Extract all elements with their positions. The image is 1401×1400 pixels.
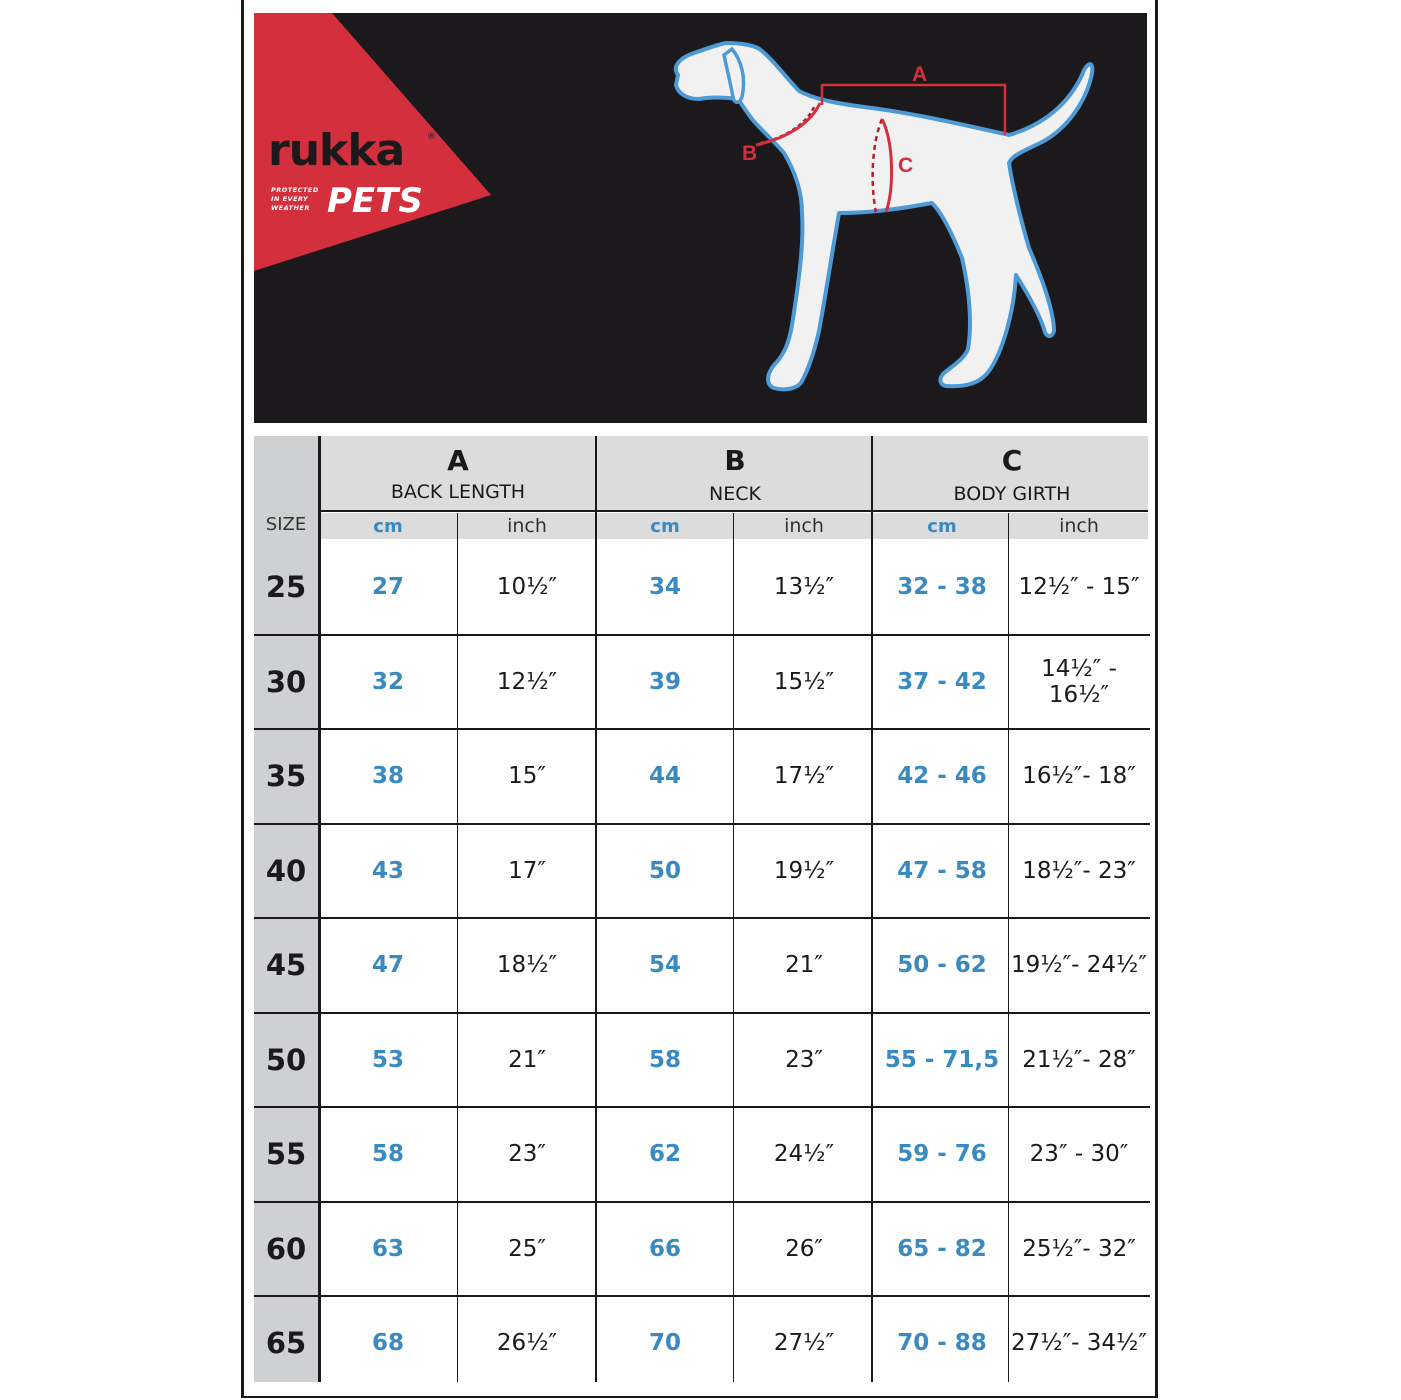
c-in-cell: 12½″ - 15″: [1018, 574, 1140, 601]
b-in-cell: 23″: [785, 1046, 823, 1073]
b-cm-cell: 34: [648, 574, 681, 601]
size-cell: 25: [265, 570, 307, 605]
a-cm-cell: 43: [371, 857, 404, 884]
a-cm-cell: 53: [371, 1046, 404, 1073]
c-in-cell: 16½″- 18″: [1022, 763, 1136, 790]
c-in-cell: 27½″- 34½″: [1011, 1330, 1147, 1357]
c-cm-cell: 65 - 82: [897, 1235, 987, 1262]
a-in-cell: 17″: [508, 857, 546, 884]
unit-inch-b: inch: [784, 515, 824, 537]
size-cell: 30: [265, 664, 307, 699]
a-cm-cell: 32: [371, 668, 404, 695]
a-cm-cell: 68: [371, 1330, 404, 1357]
tagline-line: WEATHER: [271, 204, 310, 212]
unit-inch-c: inch: [1059, 515, 1099, 537]
b-in-cell: 13½″: [773, 574, 835, 601]
a-in-cell: 25″: [508, 1235, 546, 1262]
c-in-cell: 21½″- 28″: [1022, 1046, 1136, 1073]
a-cm-cell: 27: [371, 574, 404, 601]
c-in-cell: 23″ - 30″: [1029, 1141, 1129, 1168]
registered-mark: ®: [427, 132, 436, 142]
a-cm-cell: 63: [371, 1235, 404, 1262]
size-cell: 50: [265, 1042, 307, 1077]
tagline-line: PROTECTED: [271, 186, 319, 194]
b-cm-cell: 39: [648, 668, 681, 695]
logo-pets: PETS: [327, 181, 423, 221]
group-name: BACK LENGTH: [390, 481, 526, 503]
unit-inch-a: inch: [507, 515, 547, 537]
a-in-cell: 23″: [508, 1141, 546, 1168]
size-cell: 40: [265, 853, 307, 888]
c-in-cell: 14½″ - 16½″: [1041, 655, 1117, 708]
b-cm-cell: 62: [648, 1141, 681, 1168]
c-cm-cell: 55 - 71,5: [884, 1046, 1000, 1073]
b-cm-cell: 70: [648, 1330, 681, 1357]
group-header-b: [597, 442, 873, 510]
c-cm-cell: 50 - 62: [897, 952, 987, 979]
c-cm-cell: 47 - 58: [897, 857, 987, 884]
a-in-cell: 26½″: [496, 1330, 558, 1357]
label-a: A: [912, 63, 928, 86]
group-letter: B: [724, 443, 746, 477]
c-in-cell: 18½″- 23″: [1022, 857, 1136, 884]
label-b: B: [742, 142, 758, 165]
logo-wordmark: rukka: [268, 125, 405, 176]
a-in-cell: 21″: [508, 1046, 546, 1073]
label-c: C: [898, 154, 914, 177]
grid-line: [733, 513, 734, 1382]
b-cm-cell: 58: [648, 1046, 681, 1073]
grid-line: [320, 510, 1148, 512]
size-cell: 55: [265, 1137, 307, 1172]
group-name: NECK: [709, 483, 761, 505]
rukka-pets-logo: [268, 125, 438, 221]
a-in-cell: 12½″: [496, 668, 558, 695]
b-in-cell: 27½″: [773, 1330, 835, 1357]
c-cm-cell: 32 - 38: [897, 574, 987, 601]
group-header-a: [320, 442, 596, 510]
size-cell: 35: [265, 759, 307, 794]
a-cm-cell: 47: [371, 952, 404, 979]
size-cell: 45: [265, 948, 307, 983]
size-guide-banner: [254, 13, 1147, 423]
size-header: SIZE: [265, 513, 307, 535]
c-cm-cell: 37 - 42: [897, 668, 987, 695]
c-cm-cell: 42 - 46: [897, 763, 987, 790]
b-cm-cell: 50: [648, 857, 681, 884]
c-cm-cell: 70 - 88: [897, 1330, 987, 1357]
group-header-c: [874, 442, 1150, 510]
b-in-cell: 17½″: [773, 763, 835, 790]
unit-cm-a: cm: [373, 515, 403, 537]
b-in-cell: 19½″: [773, 857, 835, 884]
unit-cm-c: cm: [927, 515, 957, 537]
b-cm-cell: 44: [648, 763, 681, 790]
group-name: BODY GIRTH: [953, 483, 1071, 505]
a-in-cell: 15″: [508, 763, 546, 790]
logo-tagline: [271, 186, 331, 213]
size-cell: 60: [265, 1231, 307, 1266]
b-cm-cell: 54: [648, 952, 681, 979]
c-in-cell: 19½″- 24½″: [1011, 952, 1147, 979]
a-in-cell: 18½″: [496, 952, 558, 979]
b-in-cell: 15½″: [773, 668, 835, 695]
c-cm-cell: 59 - 76: [897, 1141, 987, 1168]
group-letter: C: [1001, 443, 1023, 477]
a-cm-cell: 58: [371, 1141, 404, 1168]
tagline-line: IN EVERY: [271, 195, 309, 203]
b-in-cell: 26″: [785, 1235, 823, 1262]
b-in-cell: 21″: [785, 952, 823, 979]
c-in-cell: 25½″- 32″: [1022, 1235, 1136, 1262]
size-table: [254, 436, 1150, 1382]
unit-cm-b: cm: [650, 515, 680, 537]
group-letter: A: [447, 443, 469, 477]
b-cm-cell: 66: [648, 1235, 681, 1262]
b-in-cell: 24½″: [773, 1141, 835, 1168]
a-in-cell: 10½″: [496, 574, 558, 601]
size-cell: 65: [265, 1326, 307, 1361]
a-cm-cell: 38: [371, 763, 404, 790]
